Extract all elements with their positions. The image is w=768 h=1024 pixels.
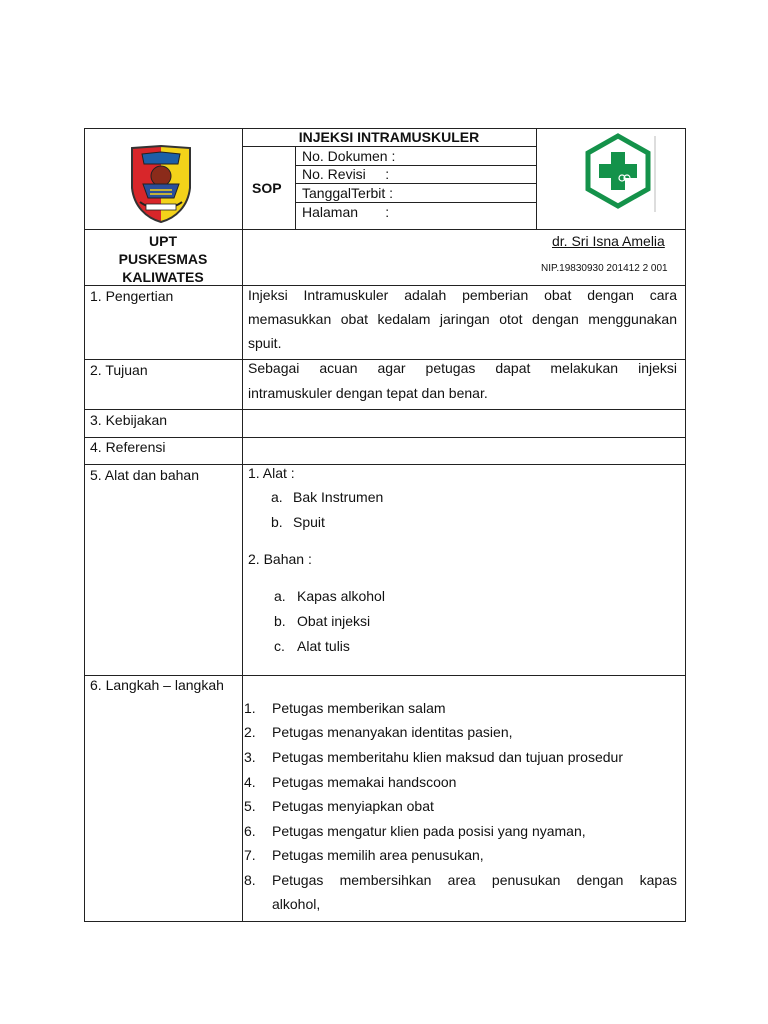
- label-kebijakan: 3. Kebijakan: [90, 412, 168, 428]
- field-halaman: Halaman :: [302, 204, 390, 220]
- alat-title: 1. Alat :: [248, 465, 295, 481]
- alat-item-text: Spuit: [293, 514, 325, 530]
- step-number: 5.: [244, 798, 256, 814]
- alat-item-marker: b.: [271, 514, 283, 530]
- bahan-title: 2. Bahan :: [248, 551, 312, 567]
- label-tujuan: 2. Tujuan: [90, 362, 148, 378]
- step-number: 7.: [244, 847, 256, 863]
- label-referensi: 4. Referensi: [90, 439, 166, 455]
- step-text: Petugas menyiapkan obat: [272, 798, 434, 814]
- signer-nip: NIP.19830930 201412 2 001: [541, 263, 668, 274]
- label-alat-bahan: 5. Alat dan bahan: [90, 467, 199, 483]
- step-number: 3.: [244, 749, 256, 765]
- bahan-item-marker: a.: [274, 588, 286, 604]
- field-tanggal-terbit: TanggalTerbit :: [302, 185, 394, 201]
- step-text: Petugas memakai handscoon: [272, 774, 457, 790]
- step-text: Petugas memilih area penusukan,: [272, 847, 484, 863]
- regional-coat-of-arms-icon: [128, 142, 194, 226]
- step-text-continuation: alkohol,: [272, 896, 321, 912]
- step-number: 4.: [244, 774, 256, 790]
- step-text: Petugas memberitahu klien maksud dan tujuan prosedur: [272, 749, 623, 765]
- bahan-item-marker: c.: [274, 638, 285, 654]
- tujuan-line-1: Sebagai acuan agar petugas dapat melakukan injeksi: [248, 360, 677, 376]
- step-text: Petugas mengatur klien pada posisi yang nyaman,: [272, 823, 586, 839]
- signer-name: dr. Sri Isna Amelia: [552, 233, 665, 249]
- bahan-item-text: Kapas alkohol: [297, 588, 385, 604]
- step-text: Petugas memberikan salam: [272, 700, 446, 716]
- label-langkah: 6. Langkah – langkah: [90, 677, 224, 693]
- green-cross-emblem-icon: [582, 132, 658, 216]
- field-no-revisi: No. Revisi :: [302, 166, 390, 182]
- alat-item-text: Bak Instrumen: [293, 489, 384, 505]
- org-line-kaliwates: KALIWATES: [122, 269, 204, 285]
- step-number: 8.: [244, 872, 256, 888]
- step-text: Petugas membersihkan area penusukan dengan kapas: [272, 872, 677, 888]
- alat-item-marker: a.: [271, 489, 283, 505]
- bahan-item-marker: b.: [274, 613, 286, 629]
- bahan-item-text: Alat tulis: [297, 638, 350, 654]
- step-number: 2.: [244, 724, 256, 740]
- sop-label: SOP: [252, 180, 282, 196]
- org-line-puskesmas: PUSKESMAS: [118, 251, 208, 267]
- pengertian-line-3: spuit.: [248, 335, 282, 351]
- tujuan-line-2: intramuskuler dengan tepat dan benar.: [248, 385, 488, 401]
- org-line-upt: UPT: [149, 233, 177, 249]
- pengertian-line-1: Injeksi Intramuskuler adalah pemberian obat dengan cara: [248, 287, 677, 303]
- step-number: 6.: [244, 823, 256, 839]
- label-pengertian: 1. Pengertian: [90, 288, 174, 304]
- document-title: INJEKSI INTRAMUSKULER: [298, 129, 480, 145]
- pengertian-line-2: memasukkan obat kedalam jaringan otot dengan menggunakan: [248, 311, 677, 327]
- step-text: Petugas menanyakan identitas pasien,: [272, 724, 513, 740]
- bahan-item-text: Obat injeksi: [297, 613, 371, 629]
- field-no-dokumen: No. Dokumen :: [302, 148, 396, 164]
- step-number: 1.: [244, 700, 256, 716]
